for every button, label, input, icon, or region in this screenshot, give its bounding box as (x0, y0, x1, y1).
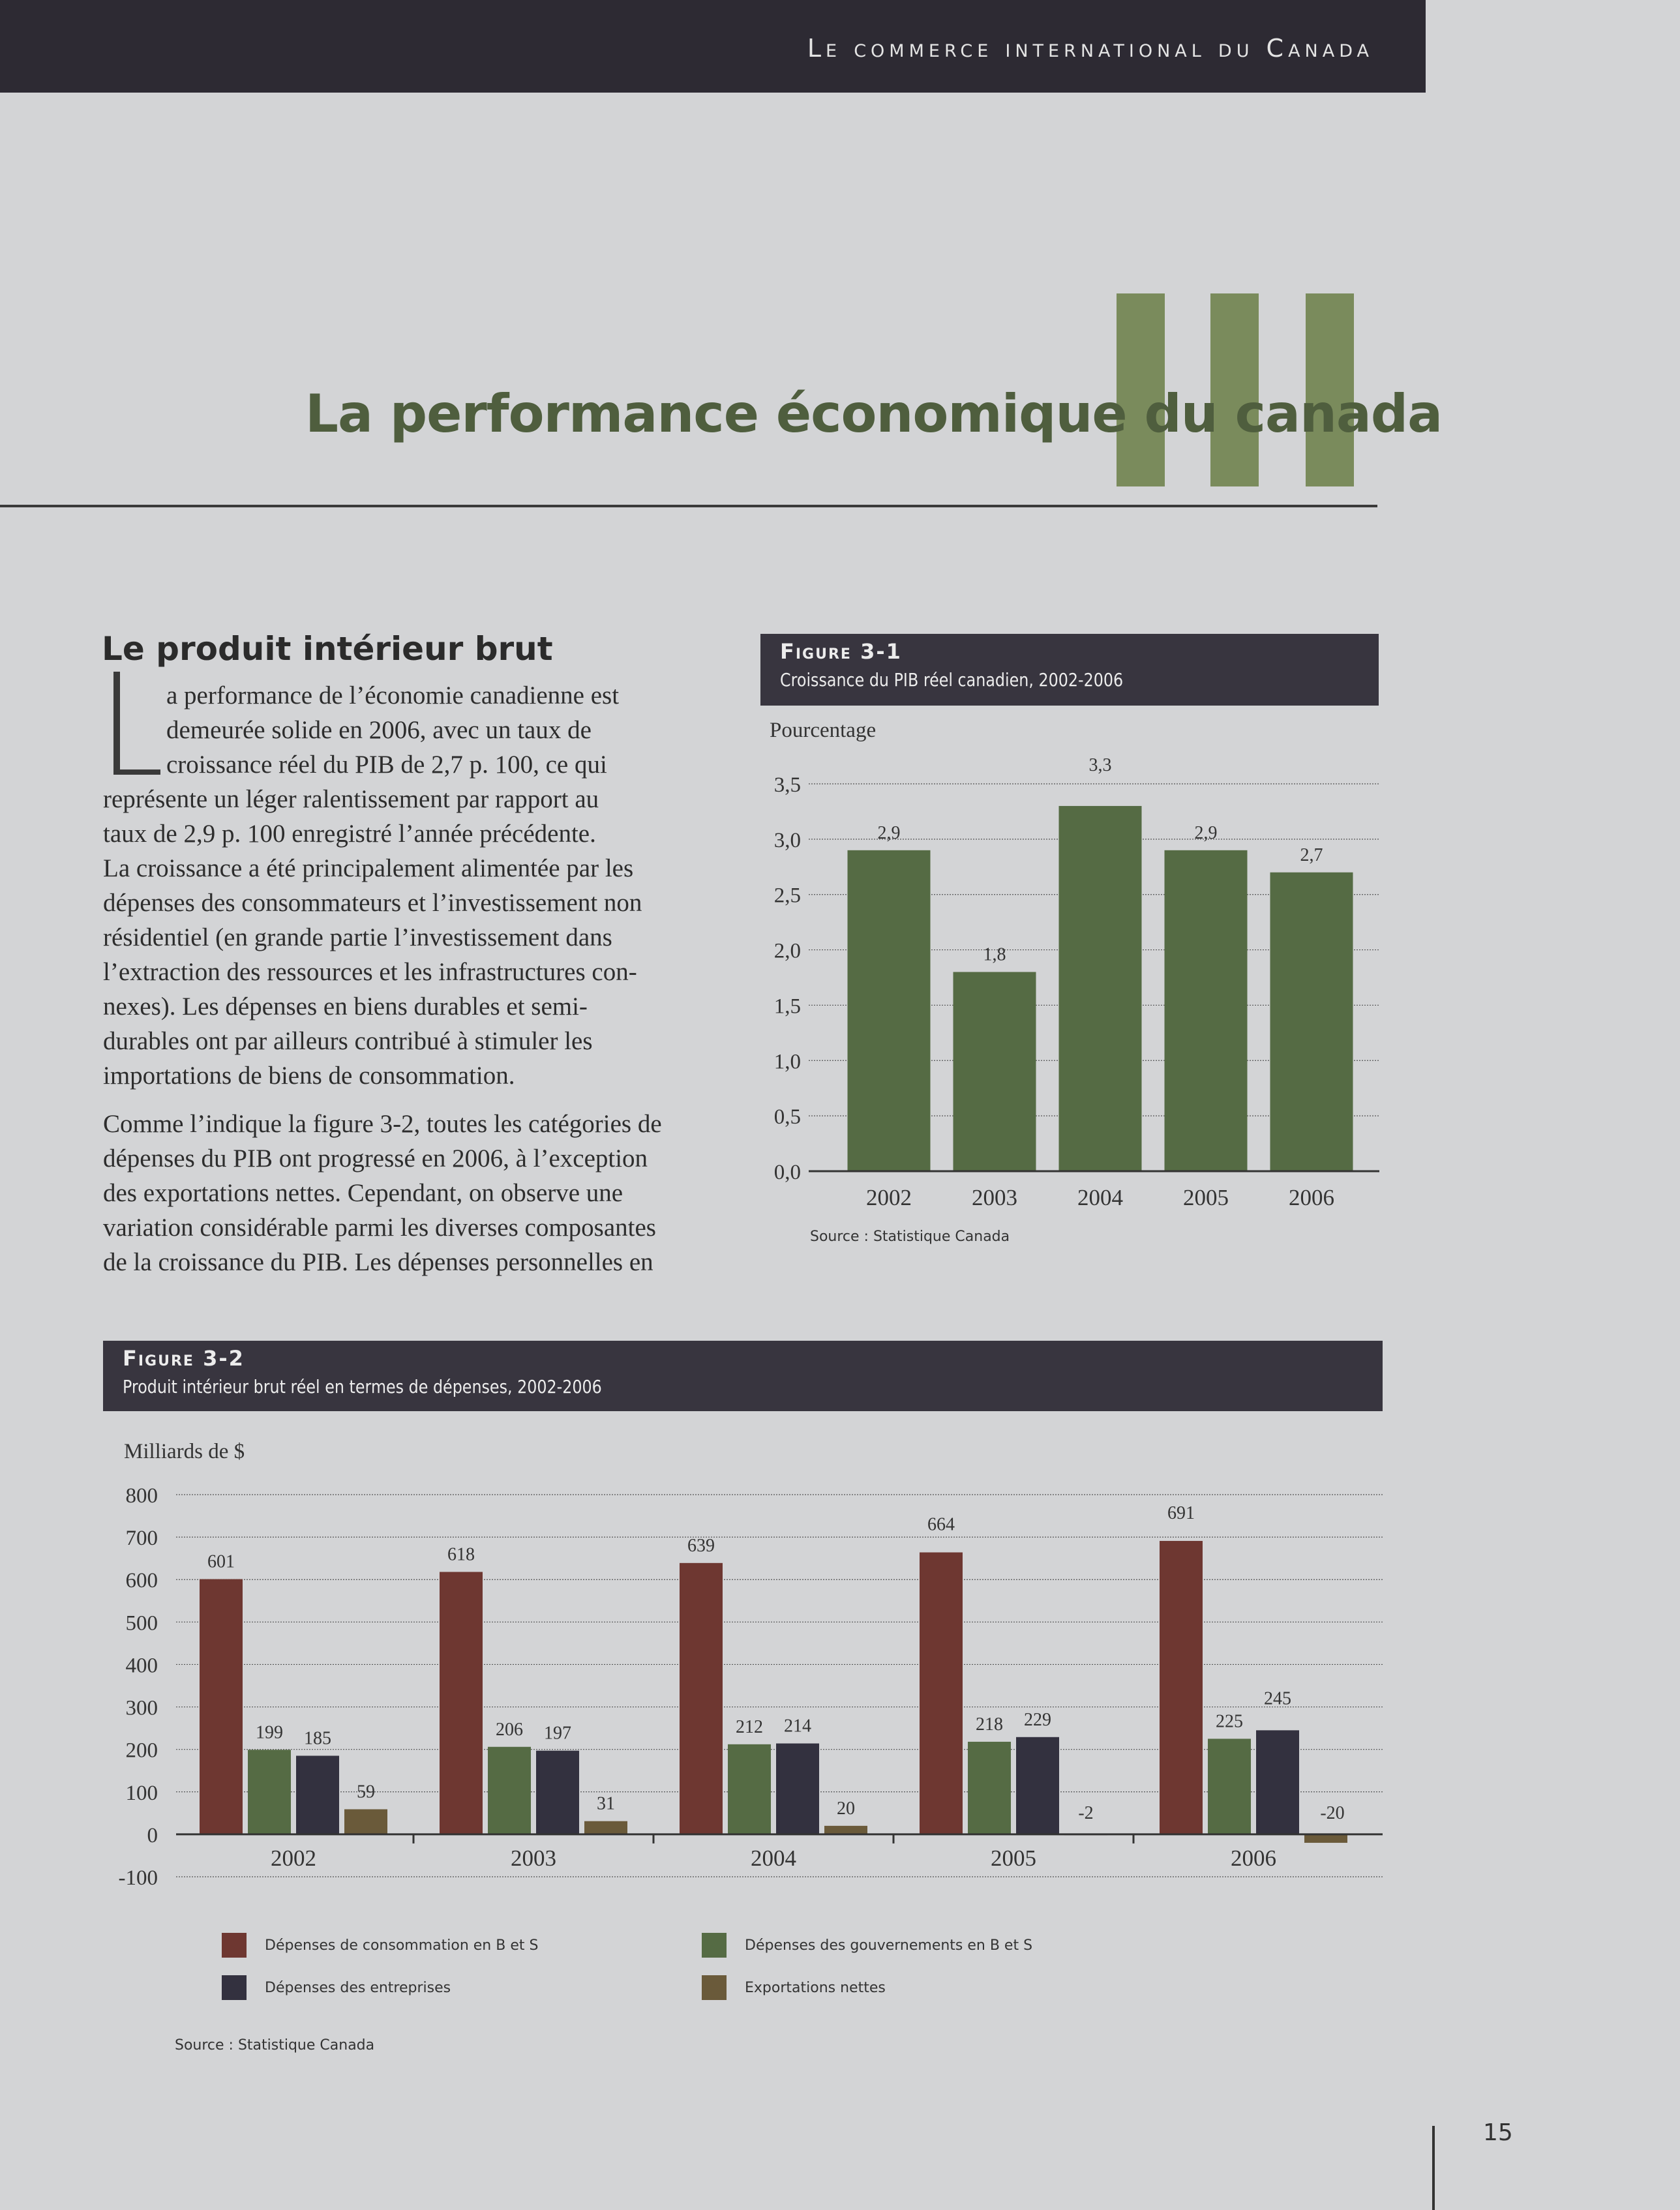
data-label: 618 (447, 1544, 475, 1565)
y-tick-label: 2,5 (773, 884, 801, 908)
y-tick-label: 600 (125, 1569, 158, 1593)
data-label: 212 (736, 1716, 763, 1737)
bar (728, 1744, 771, 1834)
y-tick-label: 0 (147, 1823, 158, 1847)
y-axis-title: Pourcentage (770, 719, 877, 742)
text-line: importations de biens de consommation. (103, 1062, 515, 1090)
x-tick-label: 2006 (1231, 1845, 1276, 1871)
bar (296, 1755, 339, 1834)
x-tick-label: 2002 (866, 1185, 912, 1210)
data-label: 639 (687, 1535, 715, 1556)
y-tick-label: 200 (125, 1739, 158, 1763)
text-line: de la croissance du PIB. Les dépenses personnelles en (103, 1248, 653, 1276)
data-label: 225 (1216, 1711, 1243, 1732)
bar (1160, 1541, 1203, 1834)
data-label: 3,3 (1088, 754, 1112, 775)
y-axis-title: Milliards de $ (124, 1440, 245, 1463)
data-label: -20 (1320, 1802, 1345, 1823)
data-label: 214 (784, 1716, 811, 1737)
data-label: 199 (256, 1722, 283, 1743)
page-number-rule (1432, 2126, 1435, 2210)
data-label: -2 (1078, 1802, 1094, 1823)
legend-swatch (222, 1933, 247, 1958)
text-line: dépenses du PIB ont progressé en 2006, à l’exception (103, 1144, 648, 1172)
data-label: 664 (927, 1514, 955, 1535)
data-label: 2,9 (877, 822, 901, 843)
bar (248, 1750, 291, 1834)
y-tick-label: 800 (125, 1484, 158, 1508)
x-tick-label: 2002 (271, 1845, 316, 1871)
bar (1208, 1739, 1251, 1834)
title-rule (0, 505, 1377, 507)
text-line: taux de 2,9 p. 100 enregistré l’année précédente. (103, 820, 596, 848)
y-tick-label: 3,5 (773, 773, 801, 797)
figure-caption: Croissance du PIB réel canadien, 2002-2006 (780, 669, 1124, 691)
x-tick-label: 2003 (511, 1845, 556, 1871)
y-tick-label: 0,0 (773, 1161, 801, 1184)
bar (440, 1572, 483, 1834)
text-line: durables ont par ailleurs contribué à stimuler les (103, 1027, 593, 1055)
x-tick-label: 2005 (991, 1845, 1036, 1871)
y-tick-label: -100 (118, 1866, 158, 1890)
bar (584, 1821, 627, 1834)
bar (1165, 850, 1248, 1171)
text-line: résidentiel (en grande partie l’investissement dans (103, 923, 612, 951)
text-line: des exportations nettes. Cependant, on observe une (103, 1179, 623, 1207)
text-line: Comme l’indique la figure 3-2, toutes les catégories de (103, 1110, 662, 1138)
text-line: La croissance a été principalement alimentée par les (103, 854, 634, 882)
y-tick-label: 300 (125, 1696, 158, 1720)
paragraph-second (103, 1107, 662, 1279)
y-tick-label: 500 (125, 1611, 158, 1635)
text-line: croissance réel du PIB de 2,7 p. 100, ce qui (166, 751, 607, 779)
bar (1016, 1737, 1059, 1834)
data-label: 601 (207, 1551, 235, 1572)
text-line: a performance de l’économie canadienne est (166, 681, 620, 709)
bar (1304, 1834, 1347, 1843)
drop-cap (106, 672, 164, 777)
y-tick-label: 2,0 (773, 939, 801, 963)
y-tick-label: 100 (125, 1781, 158, 1805)
bar (344, 1809, 387, 1834)
text-line: demeurée solide en 2006, avec un taux de (166, 716, 592, 744)
page-number: 15 (1483, 2119, 1513, 2146)
figure-banner (103, 1341, 1383, 1411)
data-label: 245 (1264, 1688, 1291, 1709)
data-label: 2,7 (1300, 844, 1323, 865)
text-line: représente un léger ralentissement par rapport au (103, 785, 599, 813)
legend-swatch (702, 1933, 727, 1958)
gdp-growth-chart (750, 711, 1389, 1259)
data-label: 2,9 (1194, 822, 1218, 843)
legend-label: Dépenses de consommation en B et S (265, 1937, 539, 1954)
legend-item (702, 1933, 1032, 1958)
y-tick-label: 700 (125, 1527, 158, 1551)
bar (776, 1744, 819, 1834)
y-tick-label: 400 (125, 1654, 158, 1678)
data-label: 206 (496, 1719, 523, 1740)
bar (824, 1826, 867, 1834)
y-tick-label: 1,0 (773, 1050, 801, 1074)
gdp-expenditure-chart (98, 1422, 1389, 1904)
data-label: 1,8 (983, 944, 1006, 965)
bar (953, 972, 1036, 1171)
paragraph-intro-indented (166, 678, 619, 782)
running-title: Le commerce international du Canada (807, 34, 1373, 63)
y-tick-label: 1,5 (773, 994, 801, 1019)
legend-swatch (222, 1975, 247, 2000)
bar (488, 1747, 531, 1834)
legend-label: Dépenses des entreprises (265, 1979, 451, 1996)
data-label: 59 (357, 1782, 375, 1802)
legend-item (222, 1933, 538, 1958)
figure-source: Source : Statistique Canada (175, 2037, 375, 2053)
data-label: 691 (1167, 1502, 1195, 1523)
legend-swatch (702, 1975, 727, 2000)
text-line: l’extraction des ressources et les infrastructures con- (103, 958, 637, 986)
x-tick-label: 2005 (1183, 1185, 1229, 1210)
data-label: 20 (837, 1798, 855, 1819)
legend-label: Dépenses des gouvernements en B et S (745, 1937, 1033, 1954)
bar (1059, 806, 1142, 1171)
y-tick-label: 0,5 (773, 1105, 801, 1129)
x-tick-label: 2006 (1289, 1185, 1334, 1210)
bar (536, 1751, 579, 1834)
bar (1270, 873, 1353, 1171)
figure-number: Figure 3-1 (780, 639, 902, 664)
text-line: variation considérable parmi les diverses composantes (103, 1214, 656, 1242)
legend-item (702, 1975, 886, 2000)
figure-banner (760, 634, 1379, 706)
legend-label: Exportations nettes (745, 1979, 886, 1996)
bar (848, 850, 931, 1171)
bar (680, 1563, 723, 1834)
bar (1256, 1730, 1299, 1834)
data-label: 229 (1024, 1709, 1051, 1730)
x-tick-label: 2003 (972, 1185, 1017, 1210)
bar (920, 1553, 963, 1834)
data-label: 185 (304, 1728, 331, 1749)
data-label: 31 (597, 1793, 615, 1814)
legend-item (222, 1975, 451, 2000)
text-line: nexes). Les dépenses en biens durables et semi- (103, 993, 588, 1021)
page-title: La performance économique du canada (305, 383, 1443, 444)
bar (200, 1579, 243, 1834)
figure-number: Figure 3-2 (123, 1346, 245, 1371)
figure-caption: Produit intérieur brut réel en termes de dépenses, 2002-2006 (123, 1376, 602, 1397)
x-tick-label: 2004 (1077, 1185, 1123, 1210)
bar (968, 1742, 1011, 1834)
y-tick-label: 3,0 (773, 828, 801, 852)
text-line: dépenses des consommateurs et l’investissement non (103, 889, 642, 917)
section-heading: Le produit intérieur brut (102, 630, 553, 668)
figure-source: Source : Statistique Canada (810, 1229, 1010, 1245)
x-tick-label: 2004 (751, 1845, 796, 1871)
data-label: 197 (544, 1723, 571, 1744)
paragraph-intro (103, 782, 642, 1093)
data-label: 218 (976, 1714, 1003, 1735)
